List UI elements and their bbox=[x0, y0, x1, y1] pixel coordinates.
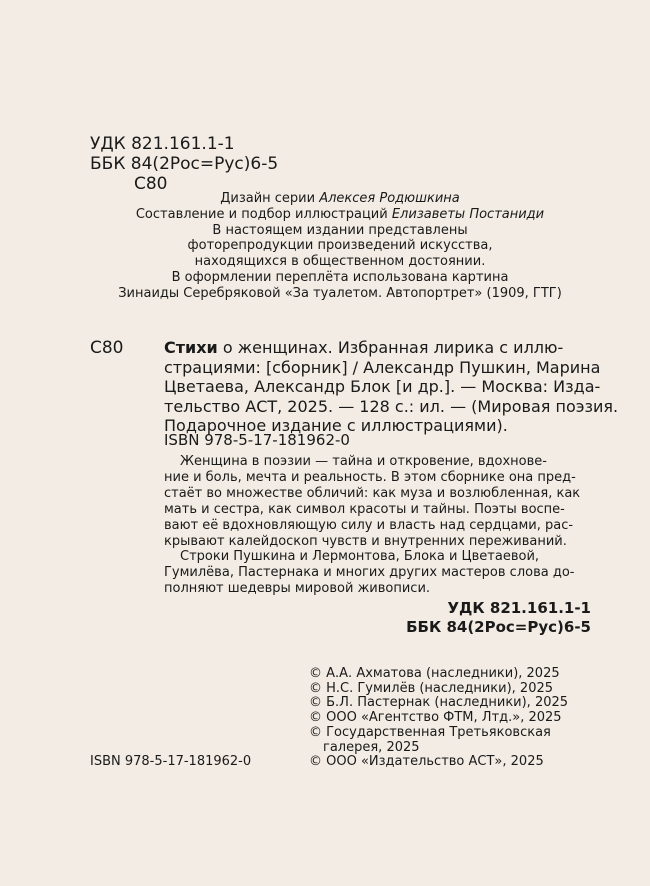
annotation-line: Женщина в поэзии — тайна и откровение, вдохнове- bbox=[180, 454, 547, 469]
annotation-line: стаёт во множестве обличий: как муза и возлюбленная, как bbox=[164, 485, 581, 501]
author-mark: С80 bbox=[134, 174, 168, 194]
udk-code-bottom: УДК 821.161.1-1 bbox=[447, 599, 591, 617]
catalog-entry-line bbox=[164, 338, 618, 358]
annotation-line: полняют шедевры мировой живописи. bbox=[164, 581, 431, 597]
notice-line: находящихся в общественном достоянии. bbox=[194, 254, 486, 270]
classification-top bbox=[90, 134, 278, 194]
series-design-prefix: Дизайн серии bbox=[220, 191, 320, 206]
catalog-entry-line: Подарочное издание с иллюстрациями). bbox=[164, 416, 508, 435]
annotation-line: вают её вдохновляющую силу и власть над сердцами, рас- bbox=[164, 517, 574, 533]
catalog-entry-line: страциями: [сборник] / Александр Пушкин, Марина bbox=[164, 357, 601, 377]
cover-line: Зинаиды Серебряковой «За туалетом. Автопортрет» (1909, ГТГ) bbox=[118, 285, 562, 301]
catalog-mark: С80 bbox=[90, 338, 124, 358]
compilation-line bbox=[90, 207, 590, 223]
isbn-bottom: ISBN 978-5-17-181962-0 bbox=[90, 754, 252, 769]
annotation-line: Строки Пушкина и Лермонтова, Блока и Цветаевой, bbox=[180, 549, 540, 565]
series-design-line bbox=[90, 191, 590, 207]
copyright-item: © А.А. Ахматова (наследники), 2025 bbox=[309, 666, 560, 681]
catalog-entry-line-rest: о женщинах. Избранная лирика с иллю- bbox=[217, 338, 564, 357]
copyright-item: © Б.Л. Пастернак (наследники), 2025 bbox=[309, 695, 569, 711]
bbk-code-bottom: ББК 84(2Рос=Рус)6-5 bbox=[406, 617, 591, 636]
notice-line: В настоящем издании представлены bbox=[212, 222, 468, 238]
annotation bbox=[164, 454, 580, 597]
copyright-item: © ООО «Издательство АСТ», 2025 bbox=[309, 754, 544, 770]
copyright-list bbox=[309, 667, 568, 770]
copyright-item: © Государственная Третьяковская bbox=[309, 724, 551, 740]
series-designer-name: Алексея Родюшкина bbox=[319, 191, 460, 206]
notice-line: фоторепродукции произведений искусства, bbox=[187, 238, 493, 254]
annotation-line: ние и боль, мечта и реальность. В этом сборнике она пред- bbox=[164, 469, 576, 485]
copyright-item-continuation: галерея, 2025 bbox=[323, 739, 420, 755]
credits-block bbox=[90, 191, 590, 302]
bbk-code: ББК 84(2Рос=Рус)6-5 bbox=[90, 154, 279, 174]
compilation-prefix: Составление и подбор иллюстраций bbox=[135, 206, 392, 222]
annotation-line: Гумилёва, Пастернака и многих других мастеров слова до- bbox=[164, 565, 575, 581]
catalog-entry-line: тельство АСТ, 2025. — 128 с.: ил. — (Мировая поэзия. bbox=[164, 396, 619, 416]
classification-bottom bbox=[406, 599, 591, 636]
udk-code: УДК 821.161.1-1 bbox=[90, 134, 235, 154]
catalog-entry-line: Цветаева, Александр Блок [и др.]. — Москва: Изда- bbox=[164, 377, 601, 396]
copyright-item: © Н.С. Гумилёв (наследники), 2025 bbox=[309, 680, 554, 696]
annotation-line: мать и сестра, как символ красоты и тайны. Поэты воспе- bbox=[164, 501, 565, 517]
isbn-main: ISBN 978-5-17-181962-0 bbox=[164, 431, 350, 449]
copyright-item: © ООО «Агентство ФТМ, Лтд.», 2025 bbox=[309, 710, 562, 726]
annotation-line: крывают калейдоскоп чувств и внутренних переживаний. bbox=[164, 533, 567, 549]
book-title: Стихи bbox=[164, 338, 218, 357]
catalog-entry bbox=[164, 338, 618, 436]
cover-line: В оформлении переплёта использована картина bbox=[171, 269, 509, 285]
compiler-name: Елизаветы Постаниди bbox=[391, 206, 545, 222]
